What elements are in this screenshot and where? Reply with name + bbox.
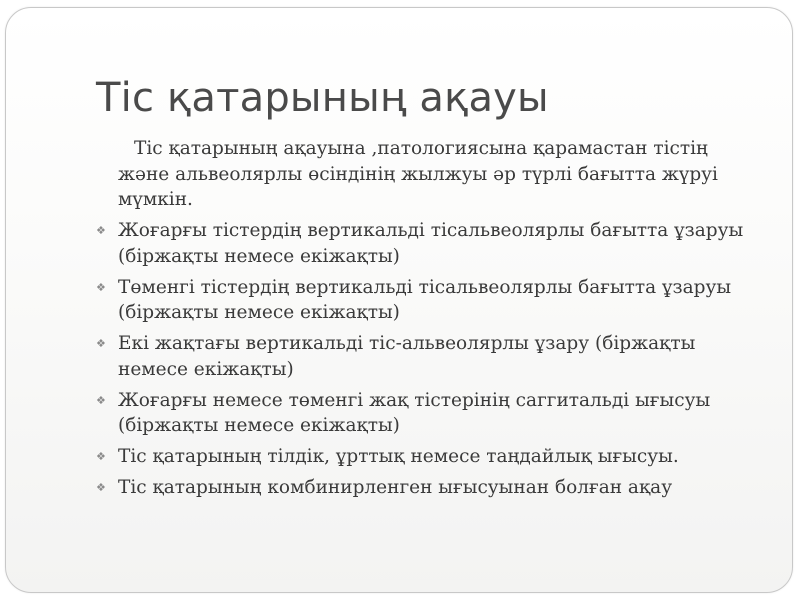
- bullet-text: Жоғарғы немесе төменгі жақ тістерінің саггитальді ығысуы (біржақты немесе екіжақты): [118, 389, 711, 436]
- bullet-text: Екі жақтағы вертикальді тіс-альвеолярлы ұзару (біржақты немесе екіжақты): [118, 333, 696, 380]
- bullet-marker-icon: ❖: [96, 224, 106, 237]
- bullet-item: [96, 444, 746, 470]
- bullet-item: [96, 388, 746, 439]
- intro-paragraph: Тіс қатарының ақауына ,патологиясына қарамастан тістің және альвеолярлы өсіндінің жылжуы әр түрлі бағытта жүруі мүмкін.: [118, 138, 718, 210]
- bullet-marker-icon: ❖: [96, 393, 106, 407]
- slide-frame: [5, 7, 793, 593]
- bullet-item: [96, 218, 746, 269]
- slide-title: Тіс қатарының ақауы: [96, 75, 549, 121]
- bullet-marker-icon: ❖: [96, 280, 106, 294]
- bullet-marker-icon: ❖: [96, 337, 106, 350]
- slide-body: [96, 136, 746, 506]
- bullet-marker-icon: ❖: [96, 450, 106, 463]
- bullet-text: Тіс қатарының тілдік, ұрттық немесе таңдайлық ығысуы.: [118, 446, 679, 467]
- bullet-item: [96, 275, 746, 326]
- bullet-text: Төменгі тістердің вертикальді тісальвеолярлы бағытта ұзаруы (біржақты немесе екіжақты): [118, 276, 732, 323]
- bullet-text: Жоғарғы тістердің вертикальді тісальвеолярлы бағытта ұзаруы (біржақты немесе екіжақты): [118, 220, 744, 267]
- bullet-text: Тіс қатарының комбинирленген ығысуынан болған ақау: [118, 477, 673, 498]
- bullet-marker-icon: ❖: [96, 481, 106, 494]
- bullet-item: [96, 475, 746, 501]
- bullet-item: [96, 331, 746, 382]
- bullet-list: [96, 218, 746, 501]
